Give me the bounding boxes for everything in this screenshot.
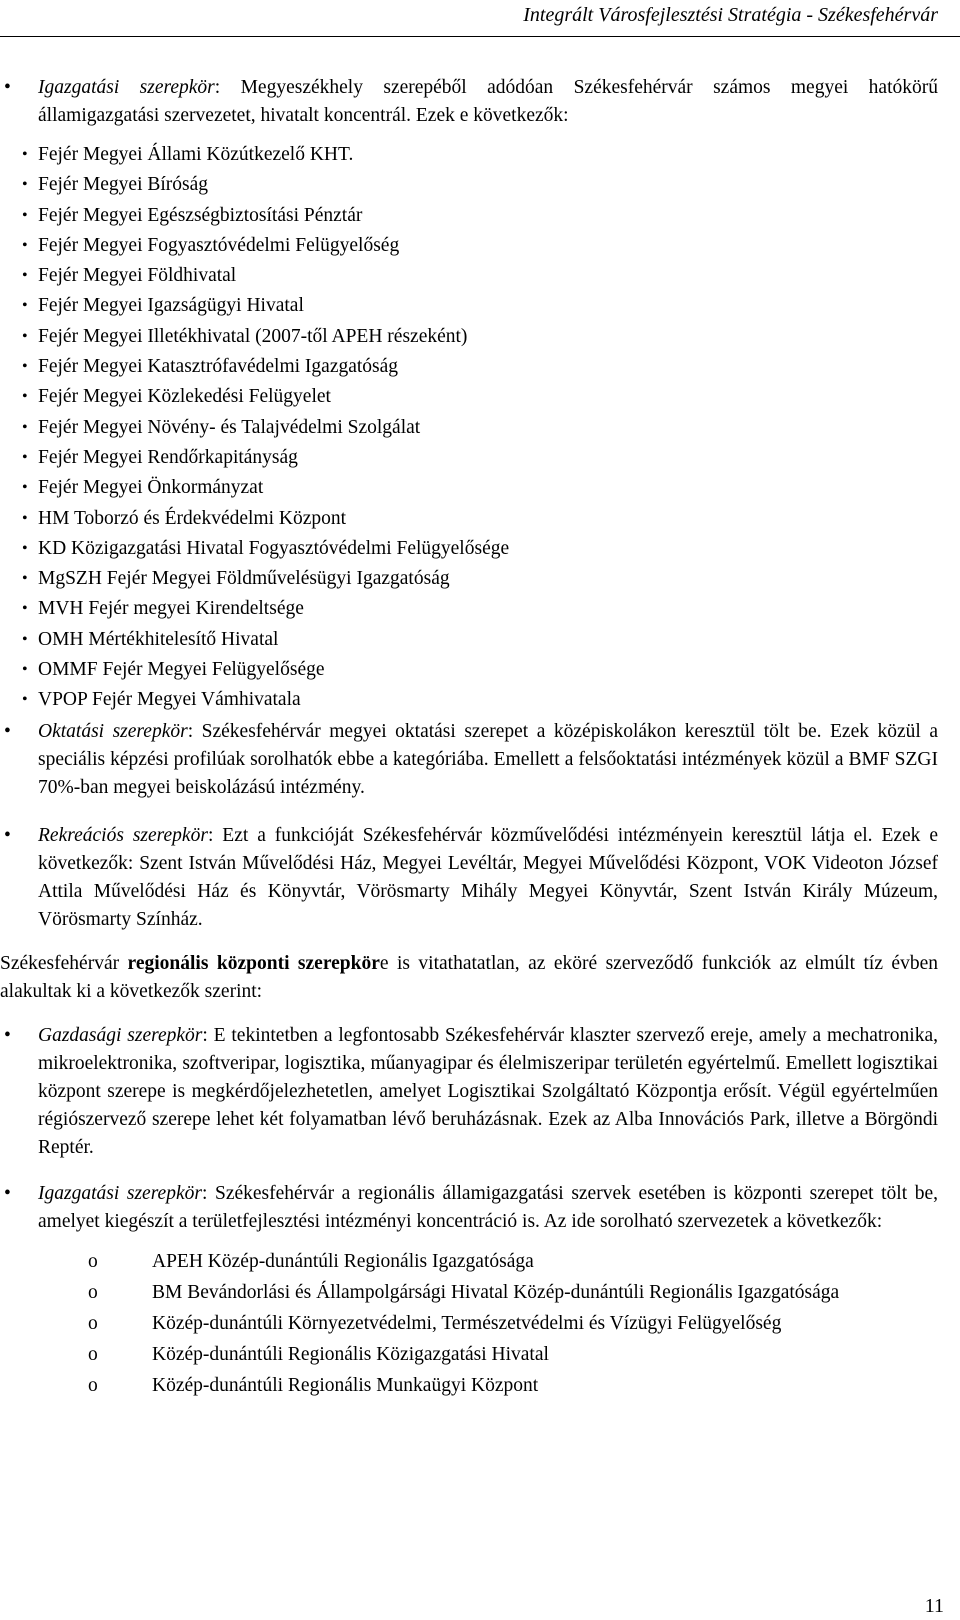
bullet-icon: • xyxy=(4,1024,11,1046)
county-org-label: Fejér Megyei Bíróság xyxy=(38,174,209,196)
county-org-item xyxy=(0,564,960,594)
bullet-administrative-county xyxy=(0,74,960,130)
county-org-item xyxy=(0,504,960,534)
bullet-text: : Ezt a funkcióját Székesfehérvár közművelődési intézményein keresztül látja el. Ezek e következők: Szent István Művelődési Ház, Megyei Levéltár, Megyei Művelődési Központ, VOK Videoton József Attila Művelődési Ház és Könyvtár, Vörösmarty Mihály Megyei Könyvtár, Szent István Király Múzeum, Vörösmarty Színház. xyxy=(38,824,939,930)
county-org-item xyxy=(0,382,960,412)
county-org-label: KD Közigazgatási Hivatal Fogyasztóvédelmi Felügyelősége xyxy=(38,537,510,559)
bullet-icon: • xyxy=(22,479,28,497)
county-org-label: Fejér Megyei Rendőrkapitányság xyxy=(38,446,298,468)
county-org-label: HM Toborzó és Érdekvédelmi Központ xyxy=(38,507,347,529)
bullet-icon: • xyxy=(4,720,11,742)
county-org-label: Fejér Megyei Földhivatal xyxy=(38,265,237,287)
county-org-label: Fejér Megyei Illetékhivatal (2007-től APEH részeként) xyxy=(38,325,468,347)
county-org-item xyxy=(0,473,960,503)
bullet-icon: • xyxy=(4,77,11,98)
county-org-label: Fejér Megyei Önkormányzat xyxy=(38,477,264,499)
regional-role-paragraph xyxy=(0,950,960,1006)
bullet-text: : Székesfehérvár megyei oktatási szerepet a középiskolákon keresztül tölt be. Ezek közül a speciális képzési profilúak sorolhatók ebbe a kategóriába. Emellett a felsőoktatási intézmények közül a BMF SZGI 70%-ban megyei beiskolázású intézmény. xyxy=(38,720,938,798)
bullet-icon: • xyxy=(22,418,28,436)
bullet-icon: • xyxy=(22,448,28,466)
page-header: Integrált Városfejlesztési Stratégia - Székesfehérvár xyxy=(523,4,938,26)
circle-bullet-icon: o xyxy=(88,1250,98,1272)
county-org-label: Fejér Megyei Egészségbiztosítási Pénztár xyxy=(38,204,363,226)
bullet-icon: • xyxy=(22,358,28,376)
bullet-recreation xyxy=(0,822,960,934)
bullet-icon: • xyxy=(22,509,28,527)
bullet-education xyxy=(0,718,960,802)
circle-bullet-icon: o xyxy=(88,1343,98,1365)
bullet-icon: • xyxy=(22,206,28,224)
county-org-item xyxy=(0,322,960,352)
circle-bullet-icon: o xyxy=(88,1312,98,1334)
header-rule xyxy=(0,36,960,37)
county-org-item xyxy=(0,201,960,231)
bullet-economic xyxy=(0,1022,960,1162)
bullet-icon: • xyxy=(4,824,11,846)
county-org-item xyxy=(0,625,960,655)
bullet-icon: • xyxy=(22,146,28,163)
county-org-label: Fejér Megyei Növény- és Talajvédelmi Szolgálat xyxy=(38,416,421,438)
bullet-icon: • xyxy=(22,691,28,709)
bullet-icon: • xyxy=(22,661,28,679)
county-org-item xyxy=(0,140,960,170)
bullet-icon: • xyxy=(22,327,28,345)
bullet-lead: Rekreációs szerepkör xyxy=(38,824,208,846)
county-org-label: Fejér Megyei Fogyasztóvédelmi Felügyelőség xyxy=(38,234,400,256)
county-org-item xyxy=(0,685,960,715)
regional-org-item xyxy=(88,1372,900,1399)
county-org-label: MgSZH Fejér Megyei Földművelésügyi Igazgatóság xyxy=(38,568,450,590)
para-text-before: Székesfehérvár xyxy=(0,952,128,974)
bullet-icon: • xyxy=(22,267,28,285)
county-org-item xyxy=(0,231,960,261)
regional-org-item xyxy=(88,1341,900,1368)
regional-org-item xyxy=(88,1279,900,1306)
county-org-label: Fejér Megyei Katasztrófavédelmi Igazgatóság xyxy=(38,356,399,378)
regional-org-label: Közép-dunántúli Regionális Munkaügyi Központ xyxy=(152,1374,539,1396)
regional-org-label: APEH Közép-dunántúli Regionális Igazgatósága xyxy=(152,1250,534,1272)
bullet-icon: • xyxy=(22,600,28,618)
regional-org-list xyxy=(0,1248,960,1399)
circle-bullet-icon: o xyxy=(88,1374,98,1396)
regional-org-item xyxy=(88,1248,900,1275)
bullet-lead: Igazgatási szerepkör xyxy=(38,1182,202,1204)
bullet-text: : Megyeszékhely szerepéből adódóan Székesfehérvár számos megyei hatókörű államigazgatási szervezetet, hivatalt koncentrál. Ezek e következők: xyxy=(38,77,938,126)
county-org-label: OMMF Fejér Megyei Felügyelősége xyxy=(38,659,325,681)
county-org-label: OMH Mértékhitelesítő Hivatal xyxy=(38,628,279,650)
county-org-item xyxy=(0,352,960,382)
bullet-icon: • xyxy=(22,297,28,315)
bullet-icon: • xyxy=(22,539,28,557)
county-org-item xyxy=(0,413,960,443)
county-org-item xyxy=(0,291,960,321)
page-number: 11 xyxy=(924,1595,944,1617)
bullet-icon: • xyxy=(22,630,28,648)
bullet-icon: • xyxy=(22,176,28,194)
county-org-label: Fejér Megyei Közlekedési Felügyelet xyxy=(38,386,331,408)
bullet-administrative-regional xyxy=(0,1180,960,1236)
document-body xyxy=(0,74,960,1403)
regional-org-label: Közép-dunántúli Környezetvédelmi, Természetvédelmi és Vízügyi Felügyelőség xyxy=(152,1312,782,1334)
bullet-icon: • xyxy=(22,570,28,588)
para-bold: regionális központi szerepkör xyxy=(127,952,380,974)
bullet-icon: • xyxy=(22,236,28,254)
bullet-icon: • xyxy=(4,1182,11,1204)
county-org-list xyxy=(0,140,960,716)
bullet-icon: • xyxy=(22,388,28,406)
bullet-lead: Gazdasági szerepkör xyxy=(38,1024,203,1046)
regional-org-label: BM Bevándorlási és Állampolgársági Hivatal Közép-dunántúli Regionális Igazgatósága xyxy=(152,1281,840,1303)
county-org-item xyxy=(0,170,960,200)
bullet-lead: Igazgatási szerepkör xyxy=(38,77,215,98)
para-text-after: e is vitathatatlan, az eköré szerveződő funkciók az elmúlt tíz évben alakultak ki a következők szerint: xyxy=(0,952,938,1002)
county-org-label: Fejér Megyei Igazságügyi Hivatal xyxy=(38,295,304,317)
county-org-item xyxy=(0,594,960,624)
county-org-label: VPOP Fejér Megyei Vámhivatala xyxy=(38,689,301,711)
bullet-text: : E tekintetben a legfontosabb Székesfehérvár klaszter szervező ereje, amely a mechatronika, mikroelektronika, szoftveripar, logisztika, műanyagipar és élelmiszeripar területén egyértelmű. Emellett logisztikai központ szerepe is megkérdőjelezhetetlen, amelyet Logisztikai Szolgáltató Központja erősít. Végül egyértelműen régiószervező szerepe lehet két folyamatban lévő beruházásnak. Ezek az Alba Innovációs Park, illetve a Börgöndi Reptér. xyxy=(38,1024,938,1158)
county-org-item xyxy=(0,534,960,564)
circle-bullet-icon: o xyxy=(88,1281,98,1303)
county-org-item xyxy=(0,655,960,685)
regional-org-label: Közép-dunántúli Regionális Közigazgatási Hivatal xyxy=(152,1343,549,1365)
county-org-item xyxy=(0,443,960,473)
regional-org-item xyxy=(88,1310,900,1337)
county-org-item xyxy=(0,261,960,291)
county-org-label: Fejér Megyei Állami Közútkezelő KHT. xyxy=(38,144,354,165)
county-org-label: MVH Fejér megyei Kirendeltsége xyxy=(38,598,304,620)
bullet-lead: Oktatási szerepkör xyxy=(38,720,188,742)
bullet-text: : Székesfehérvár a regionális államigazgatási szervek esetében is központi szerepet tölt be, amelyet kiegészít a területfejlesztési intézményi koncentráció is. Az ide sorolható szervezetek a következők: xyxy=(38,1182,938,1232)
